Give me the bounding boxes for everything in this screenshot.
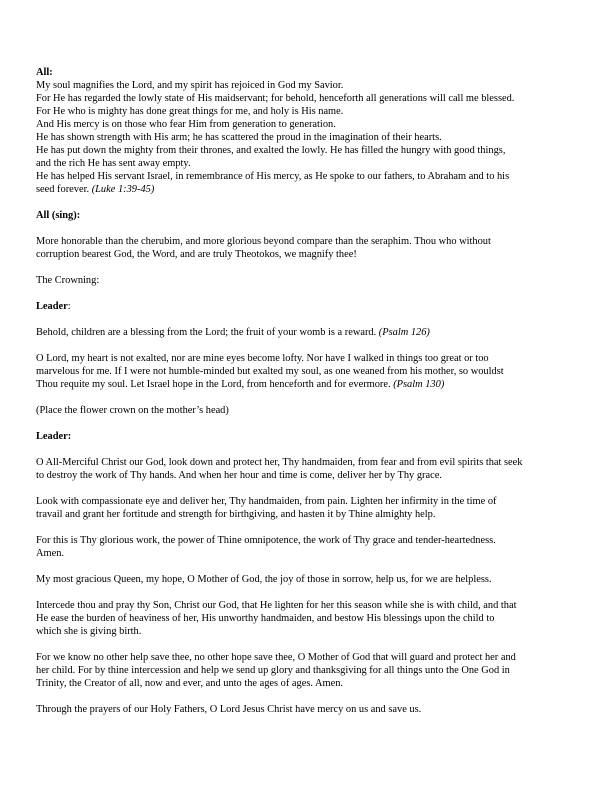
prayer-paragraph [36,573,576,586]
prayer-line: Through the prayers of our Holy Fathers, O Lord Jesus Christ have mercy on us and save us. [36,704,422,715]
magnificat-line: He has put down the mighty from their thrones, and exalted the lowly. He has filled the hungry with good things, [36,145,506,156]
magnificat-line: And His mercy is on those who fear Him from generation to generation. [36,119,336,130]
psalm-130-line: marvelous for me. If I were not humble-minded but exalted my soul, as one weaned from his mother, so wouldst [36,366,504,377]
hymn-line: corruption bearest God, the Word, and are truly Theotokos, we magnify thee! [36,249,357,260]
psalm-126-paragraph [36,326,576,339]
magnificat-last-text: seed forever. [36,184,92,195]
closing-prayer [36,703,576,716]
prayer-line: For we know no other help save thee, no other hope save thee, O Mother of God that will guard and protect her and [36,652,516,663]
prayer-line: For this is Thy glorious work, the power of Thine omnipotence, the work of Thy grace and tender-heartedness. [36,535,496,546]
crowning-title: The Crowning: [36,275,100,286]
prayer-line: which she is giving birth. [36,626,142,637]
leader-heading [36,300,576,313]
prayer-line: Amen. [36,548,64,559]
magnificat-line: For He has regarded the lowly state of His maidservant; for behold, henceforth all generations will call me blessed. [36,93,515,104]
prayer-line: Look with compassionate eye and deliver her, Thy handmaiden, from pain. Lighten her infirmity in the time of [36,496,497,507]
prayer-line: travail and grant her fortitude and strength for birthgiving, and hasten it by Thine almighty help. [36,509,436,520]
leader-label: Leader [36,301,68,312]
magnificat-line: He has helped His servant Israel, in remembrance of His mercy, as He spoke to our fathers, to Abraham and to his [36,171,510,182]
psalm-130-citation: (Psalm 130) [393,379,445,390]
prayer-paragraph [36,534,576,560]
magnificat-line: For He who is mighty has done great things for me, and holy is His name. [36,106,344,117]
rubric-text: (Place the flower crown on the mother’s head) [36,405,229,416]
document-page [36,66,576,716]
prayer-line: Intercede thou and pray thy Son, Christ our God, that He lighten for her this season while she is with child, and that [36,600,517,611]
prayer-line: O All-Merciful Christ our God, look down and protect her, Thy handmaiden, from fear and from evil spirits that seek [36,457,523,468]
psalm-130-paragraph [36,352,576,391]
crown-rubric [36,404,576,417]
crowning-heading [36,274,576,287]
luke-citation: (Luke 1:39-45) [91,184,155,195]
leader-colon: : [67,301,71,312]
prayer-line: her child. For by thine intercession and help we send up glory and thanksgiving for all things unto the One God in [36,665,510,676]
magnificat-last-line [36,183,576,196]
psalm-130-last-text: Thou requite my soul. Let Israel hope in the Lord, from henceforth and for evermore. [36,379,394,390]
prayer-line: My most gracious Queen, my hope, O Mother of God, the joy of those in sorrow, help us, for we are helpless. [36,574,492,585]
magnificat-line: and the rich He has sent away empty. [36,158,191,169]
psalm-130-last-line [36,378,576,391]
prayer-paragraph [36,456,576,482]
prayer-line: to destroy the work of Thy hands. And when her hour and time is come, deliver her by Thy grace. [36,470,442,481]
crowning-leader [36,300,576,313]
prayer-paragraph [36,495,576,521]
prayer-line: Trinity, the Creator of all, now and ever, and unto the ages of ages. Amen. [36,678,343,689]
magnificat-line: My soul magnifies the Lord, and my spirit has rejoiced in God my Savior. [36,80,344,91]
all-label: All: [36,67,53,78]
theotokos-hymn [36,235,576,261]
leader-label: Leader: [36,431,72,442]
psalm-130-line: O Lord, my heart is not exalted, nor are mine eyes become lofty. Nor have I walked in things too great or too [36,353,489,364]
prayer-paragraph [36,651,576,690]
magnificat-section [36,66,576,196]
psalm-126-line [36,326,576,339]
sing-section [36,209,576,222]
hymn-line: More honorable than the cherubim, and more glorious beyond compare than the seraphim. Thou who without [36,236,491,247]
prayer-line: He ease the burden of heaviness of her, His unworthy handmaiden, and bestow His blessings upon the child to [36,613,495,624]
all-sing-label: All (sing): [36,210,81,221]
prayer-paragraph [36,599,576,638]
magnificat-line: He has shown strength with His arm; he has scattered the proud in the imagination of their hearts. [36,132,442,143]
psalm-126-citation: (Psalm 126) [378,327,430,338]
psalm-126-text: Behold, children are a blessing from the Lord; the fruit of your womb is a reward. [36,327,379,338]
prayers-leader [36,430,576,443]
